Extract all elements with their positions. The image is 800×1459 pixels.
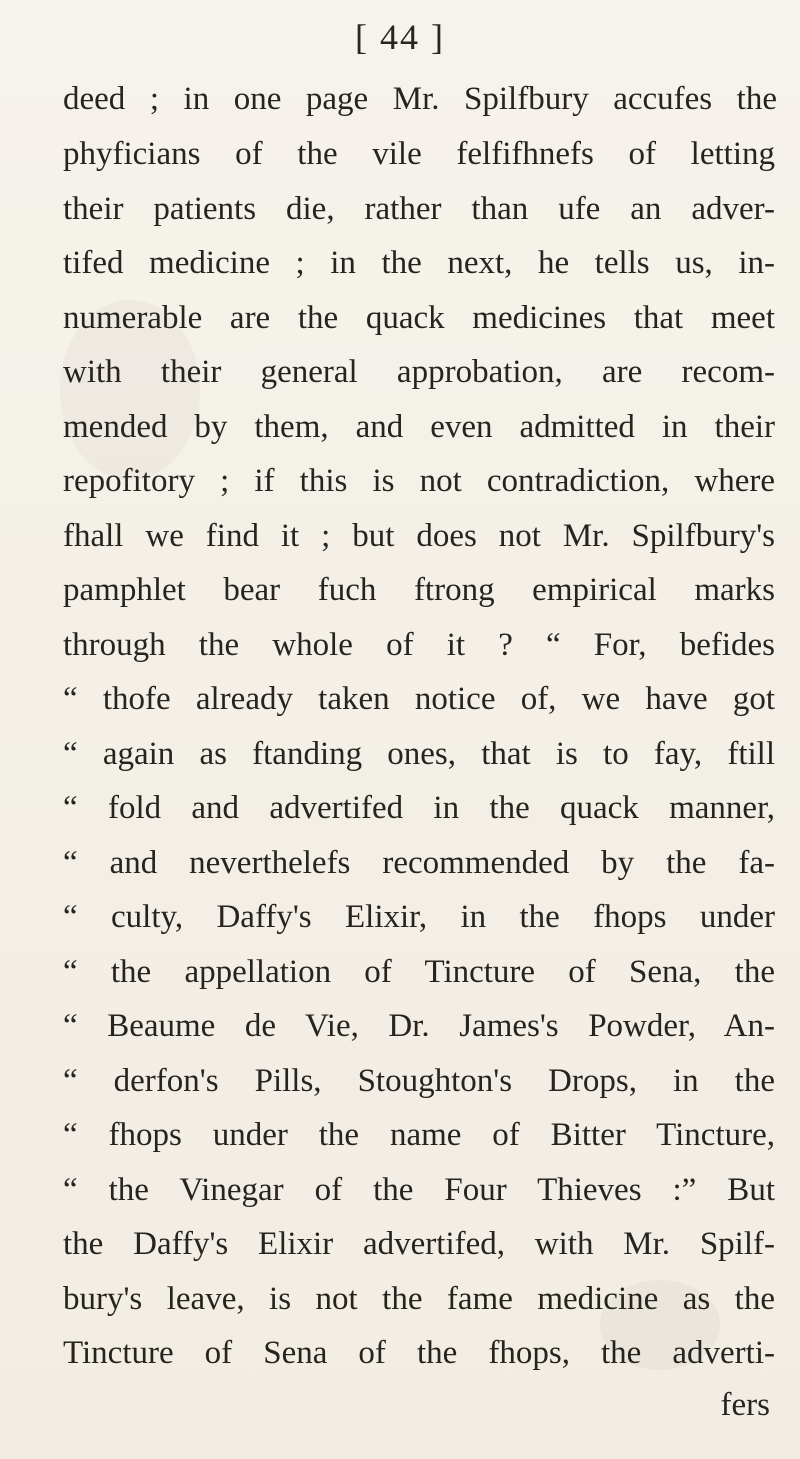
text-line: “ the Vinegar of the Four Thieves :” But: [63, 1172, 775, 1208]
text-line: “ again as ftanding ones, that is to fay, ftill: [63, 736, 775, 772]
text-line: their patients die, rather than ufe an adver-: [63, 191, 775, 227]
text-line: “ fhops under the name of Bitter Tincture,: [63, 1117, 775, 1153]
text-line: phyficians of the vile felfifhnefs of letting: [63, 136, 775, 172]
text-line: bury's leave, is not the fame medicine as the: [63, 1281, 775, 1317]
text-line: mended by them, and even admitted in their: [63, 409, 775, 445]
text-line: through the whole of it ? “ For, befides: [63, 627, 775, 663]
text-line: repofitory ; if this is not contradiction, where: [63, 463, 775, 499]
text-line: “ the appellation of Tincture of Sena, the: [63, 954, 775, 990]
text-line: tifed medicine ; in the next, he tells us, in-: [63, 245, 775, 281]
text-line: fhall we find it ; but does not Mr. Spilfbury's: [63, 518, 775, 554]
page-number: [ 44 ]: [355, 17, 445, 57]
catchword: fers: [720, 1387, 770, 1423]
text-line: “ derfon's Pills, Stoughton's Drops, in the: [63, 1063, 775, 1099]
text-line: numerable are the quack medicines that meet: [63, 300, 775, 336]
text-line: the Daffy's Elixir advertifed, with Mr. Spilf-: [63, 1226, 775, 1262]
text-line: “ culty, Daffy's Elixir, in the fhops under: [63, 899, 775, 935]
text-line: “ fold and advertifed in the quack manner,: [63, 790, 775, 826]
text-line: deed ; in one page Mr. Spilfbury accufes the: [63, 81, 777, 117]
text-line: with their general approbation, are recom-: [63, 354, 775, 390]
text-line: “ thofe already taken notice of, we have got: [63, 681, 775, 717]
text-line: “ and neverthelefs recommended by the fa-: [63, 845, 775, 881]
text-line: “ Beaume de Vie, Dr. James's Powder, An-: [63, 1008, 775, 1044]
text-line: Tincture of Sena of the fhops, the adverti-: [63, 1335, 775, 1371]
text-line: pamphlet bear fuch ftrong empirical marks: [63, 572, 775, 608]
